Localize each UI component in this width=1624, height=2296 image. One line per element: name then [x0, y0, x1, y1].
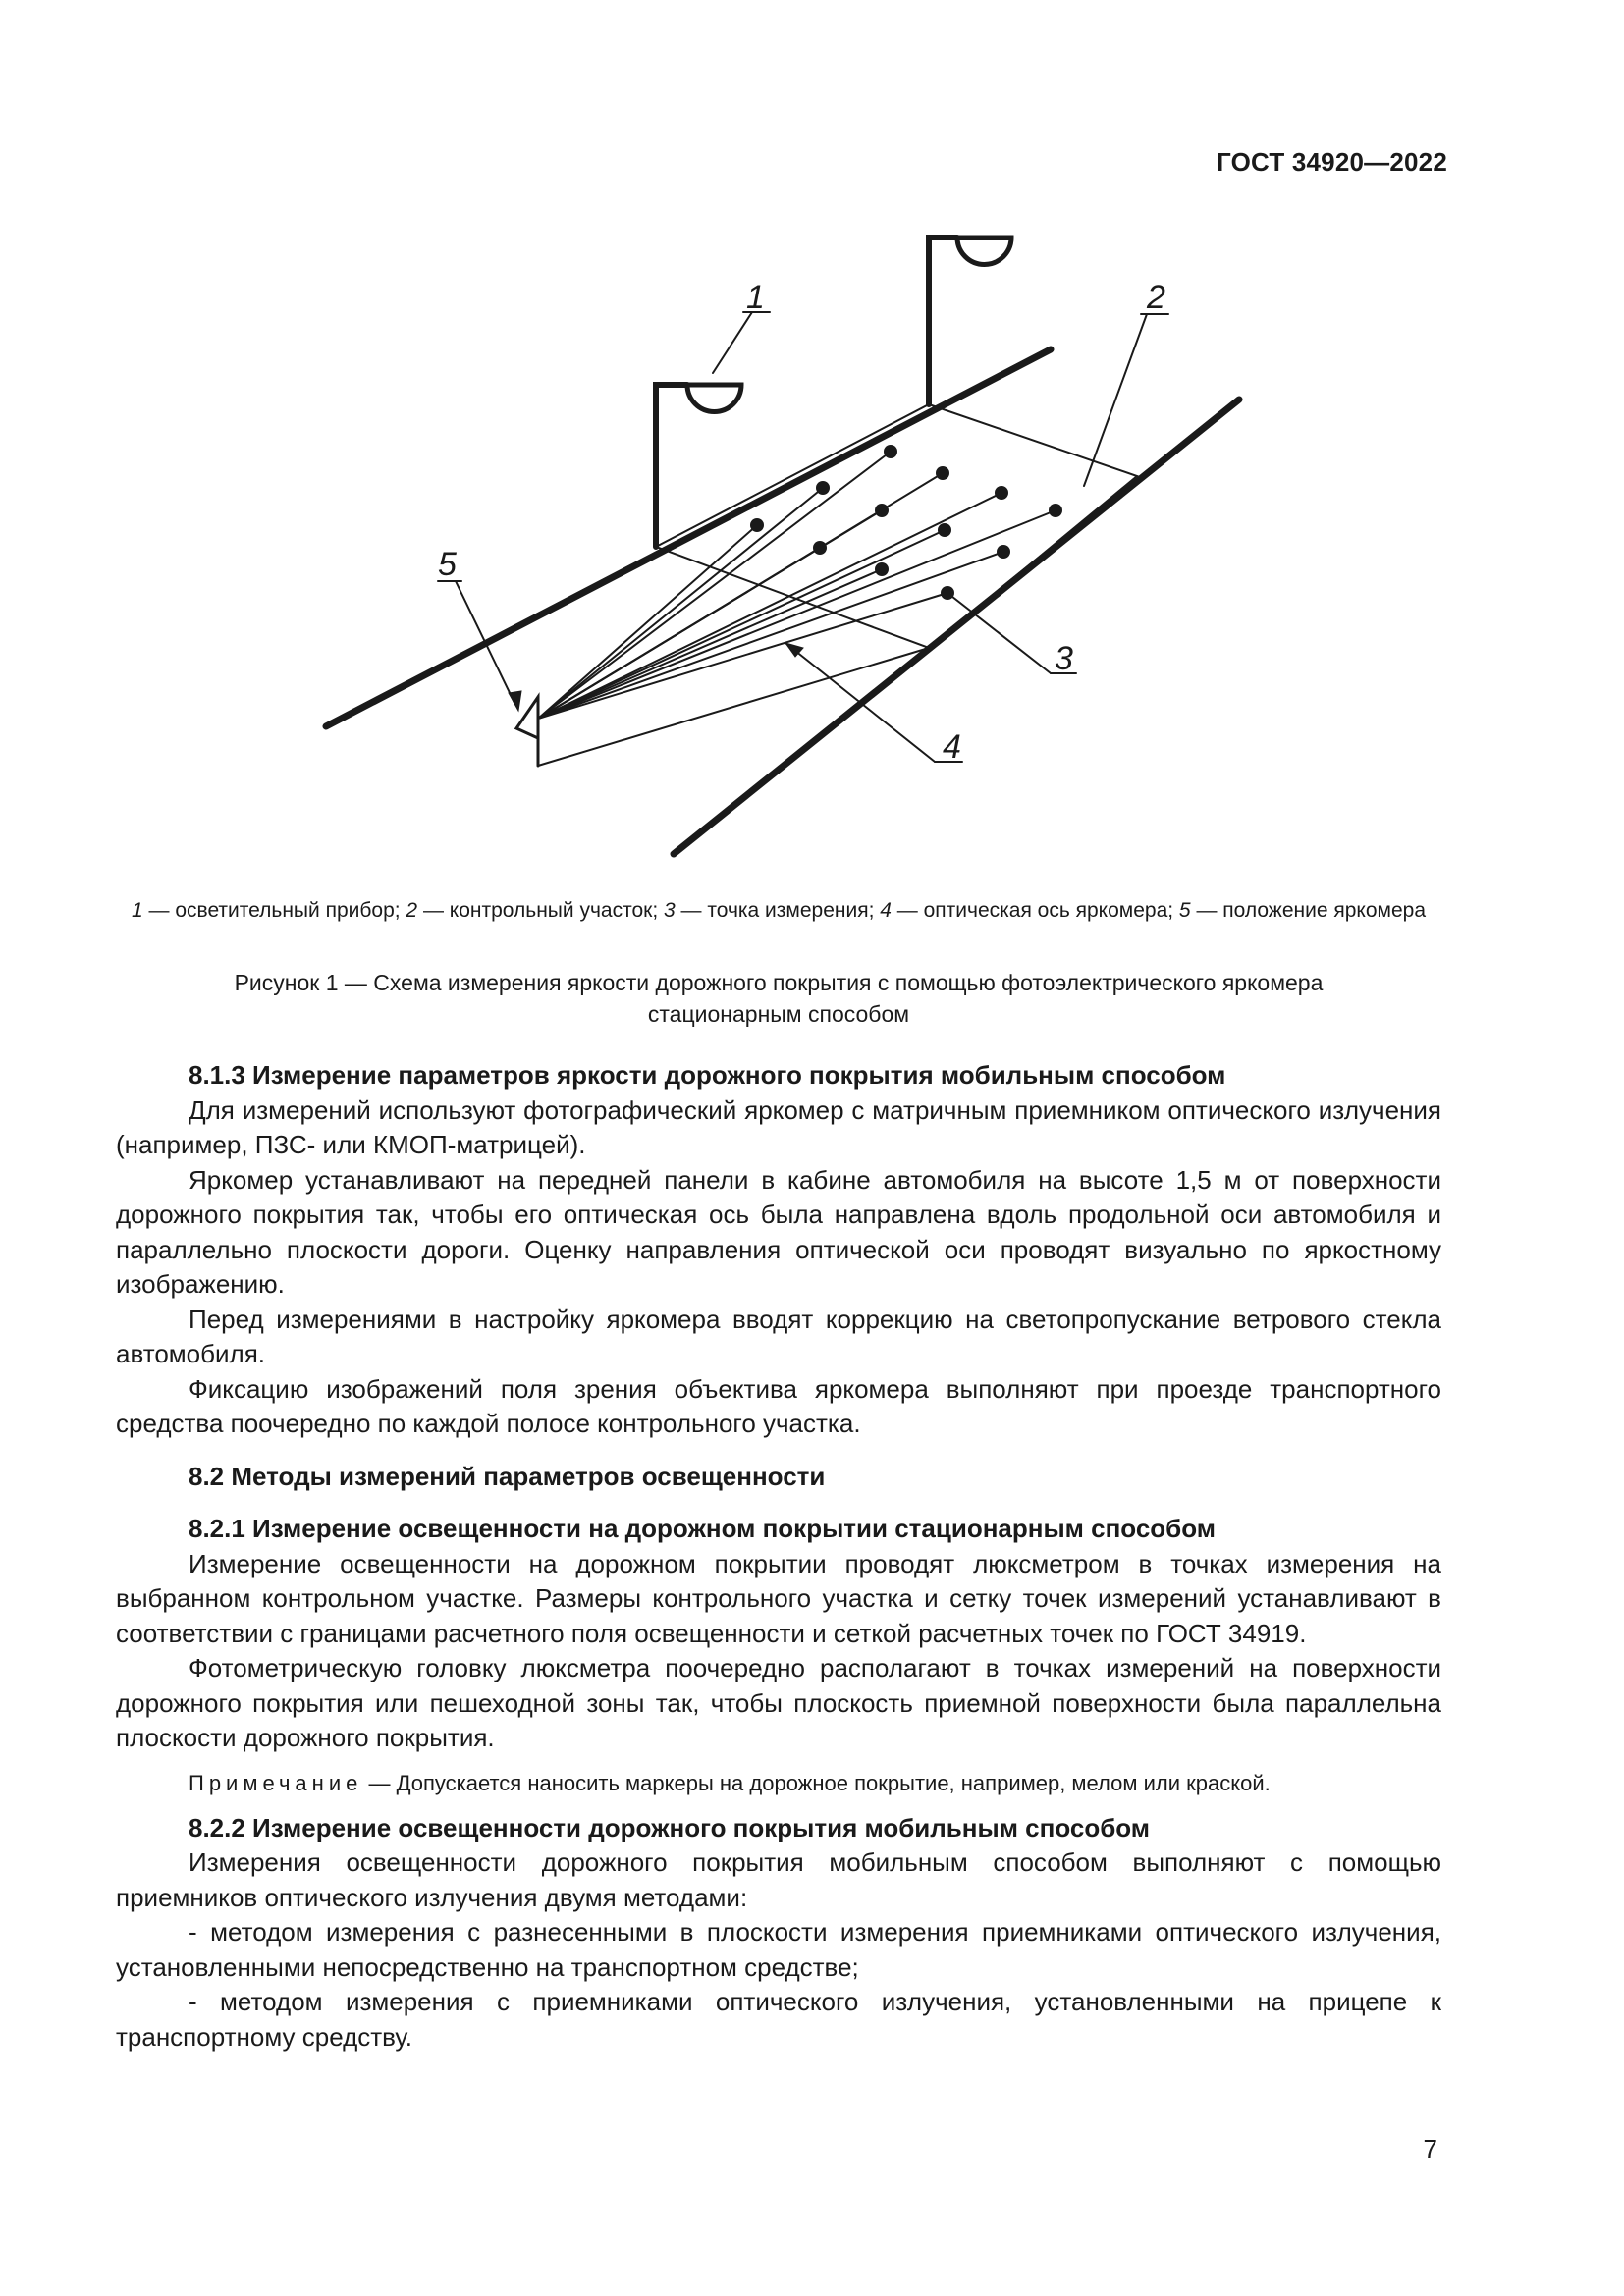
- measurement-point: [997, 545, 1010, 559]
- legend-text-2: — контрольный участок;: [417, 899, 664, 922]
- legend-num-4: 4: [880, 899, 892, 922]
- label-1: 1: [746, 279, 765, 316]
- paragraph: Измерение освещенности на дорожном покрытии проводят люксметром в точках измерения на выбранном контрольном участке. Размеры контрольного участка и сетку точек измерений устанавливают в соответствии с границами расчетного поля освещенности и сеткой расчетных точек по ГОСТ 34919.: [116, 1548, 1441, 1648]
- list-item: - методом измерения с разнесенными в плоскости измерения приемниками оптического излучения, установленными непосредственно на транспортном средстве;: [116, 1917, 1441, 1982]
- leader-3: [947, 593, 1051, 673]
- heading-8-2-2: 8.2.2 Измерение освещенности дорожного покрытия мобильным способом: [189, 1812, 1151, 1842]
- heading-8-2-1: 8.2.1 Измерение освещенности на дорожном покрытии стационарным способом: [189, 1514, 1216, 1543]
- figure-legend: [116, 896, 1441, 926]
- legend-num-2: 2: [406, 899, 418, 922]
- legend-text-5: — положение яркомера: [1190, 899, 1426, 922]
- paragraph: Фиксацию изображений поля зрения объектива яркомера выполняют при проезде транспортного средства поочередно по каждой полосе контрольного участка.: [116, 1373, 1441, 1438]
- leader-5: [456, 581, 514, 703]
- paragraph: Фотометрическую головку люксметра поочередно располагают в точках измерений на поверхности дорожного покрытия или пешеходной зоны так, чтобы плоскость приемной поверхности была параллельна плоскости дорожного покрытия.: [116, 1653, 1441, 1752]
- road-edge-far: [674, 400, 1239, 854]
- pole-2: [929, 238, 957, 404]
- note-text: — Допускается наносить маркеры на дорожное покрытие, например, мелом или краской.: [362, 1770, 1271, 1795]
- measurement-point: [875, 504, 889, 517]
- page-number: 7: [1423, 2134, 1437, 2163]
- measurement-point: [995, 486, 1008, 500]
- figure-caption: [116, 967, 1441, 1030]
- heading-8-2: 8.2 Методы измерений параметров освещенности: [189, 1461, 826, 1491]
- paragraph: Яркомер устанавливают на передней панели в кабине автомобиля на высоте 1,5 м от поверхности дорожного покрытия так, чтобы его оптическая ось была направлена вдоль продольной оси автомобиля и параллельно плоскости дороги. Оценку направления оптической оси проводят визуально по яркостному изображению.: [116, 1164, 1441, 1299]
- measurement-point: [938, 523, 951, 537]
- note-label: Примечание: [189, 1770, 363, 1795]
- document-body: [116, 1058, 1441, 2055]
- luminaire-1-icon: [687, 385, 741, 412]
- paragraph: Перед измерениями в настройку яркомера вводят коррекцию на светопропускание ветрового стекла автомобиля.: [116, 1304, 1441, 1368]
- label-3: 3: [1055, 640, 1073, 677]
- leader-1: [713, 312, 752, 373]
- measurement-point: [1049, 504, 1062, 517]
- label-4: 4: [943, 728, 961, 766]
- measurement-point: [884, 445, 897, 458]
- list-item: - методом измерения с приемниками оптического излучения, установленными на прицепе к транспортному средству.: [116, 1987, 1441, 2052]
- road-edge-near: [326, 349, 1051, 726]
- optical-axes: [538, 452, 1056, 719]
- paragraph: Для измерений используют фотографический яркомер с матричным приемником оптического излучения (например, ПЗС- или КМОП-матрицей).: [116, 1095, 1441, 1159]
- paragraph: Измерения освещенности дорожного покрытия мобильным способом выполняют с помощью приемников оптического излучения двумя методами:: [116, 1847, 1441, 1912]
- heading-8-1-3: 8.1.3 Измерение параметров яркости дорожного покрытия мобильным способом: [189, 1060, 1226, 1090]
- legend-text-3: — точка измерения;: [675, 899, 881, 922]
- legend-text-4: — оптическая ось яркомера;: [891, 899, 1179, 922]
- road-luminance-scheme: [0, 0, 1624, 883]
- measurement-point: [875, 562, 889, 576]
- measurement-point: [816, 481, 830, 495]
- measurement-point: [936, 466, 949, 480]
- legend-num-3: 3: [663, 899, 676, 922]
- measurement-point: [941, 586, 954, 600]
- measurement-point: [750, 518, 764, 532]
- legend-num-1: 1: [131, 899, 143, 922]
- note: [116, 1768, 1441, 1799]
- label-2: 2: [1147, 279, 1165, 316]
- document-number: ГОСТ 34920—2022: [1217, 147, 1447, 177]
- legend-num-5: 5: [1178, 899, 1191, 922]
- control-area: [656, 404, 1137, 648]
- pole-1: [656, 385, 687, 547]
- luminaire-2-icon: [957, 238, 1011, 265]
- caption-line-2: стационарным способом: [647, 1001, 910, 1027]
- measurement-point: [813, 541, 827, 555]
- leader-2: [1084, 314, 1147, 486]
- caption-line-1: Рисунок 1 — Схема измерения яркости дорожного покрытия с помощью фотоэлектрического яркомера: [234, 970, 1324, 995]
- legend-text-1: — осветительный прибор;: [142, 899, 406, 922]
- figure-1-diagram: [0, 0, 1624, 883]
- label-5: 5: [438, 546, 457, 583]
